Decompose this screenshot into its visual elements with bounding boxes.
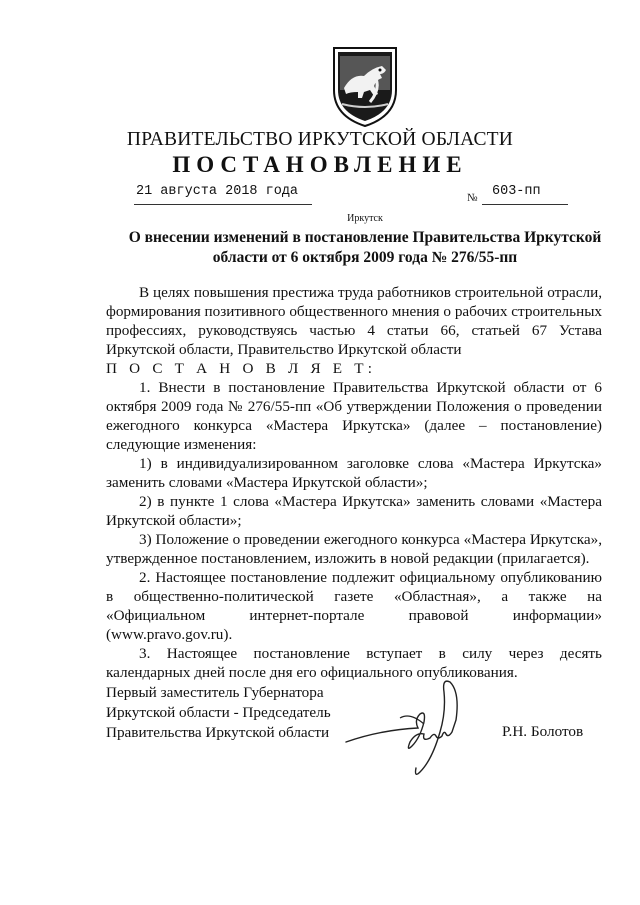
item-1-paragraph: 1. Внести в постановление Правительства Иркутской области от 6 октября 2009 года № 276/55-пп «Об утверждении Положения о проведении ежегодного конкурса «Мастера Иркутска» (далее – постановление) следующие изменения:	[106, 379, 602, 453]
item-1-1-paragraph: 1) в индивидуализированном заголовке слова «Мастера Иркутска» заменить словами «Мастера Иркутской области»;	[106, 455, 602, 491]
item-2-paragraph: 2. Настоящее постановление подлежит официальному опубликованию в общественно-политической газете «Областная», а также на «Официальном интернет-портале правовой информации» (www.pravo.gov.ru).	[106, 569, 602, 643]
document-date: 21 августа 2018 года	[136, 184, 299, 199]
signer-name: Р.Н. Болотов	[502, 723, 584, 740]
item-1-3-paragraph: 3) Положение о проведении ежегодного конкурса «Мастера Иркутска», утвержденное постановлением, изложить в новой редакции (прилагается).	[106, 531, 602, 567]
document-type-title: ПОСТАНОВЛЕНИЕ	[172, 152, 468, 177]
document-number: 603-пп	[492, 184, 541, 199]
number-sign: №	[467, 192, 478, 204]
subject-line-1: О внесении изменений в постановление Правительства Иркутской	[128, 229, 602, 246]
signer-position	[106, 683, 331, 743]
document-body	[106, 283, 602, 682]
preamble-paragraph: В целях повышения престижа труда работников строительной отрасли, формирования позитивного общественного мнения о рабочих строительных профессиях, руководствуясь частью 4 статьи 66, статьей 67 Устава Иркутской области, Правительство Иркутской области	[106, 284, 602, 358]
irkutsk-coat-of-arms-icon	[330, 44, 400, 128]
date-field	[134, 184, 312, 205]
decree-word: П О С Т А Н О В Л Я Е Т:	[106, 360, 377, 377]
document-subject	[110, 228, 620, 268]
number-field	[482, 184, 568, 205]
city-label: Иркутск	[347, 213, 383, 224]
position-line-3: Правительства Иркутской области	[106, 724, 330, 741]
item-3-paragraph: 3. Настоящее постановление вступает в силу через десять календарных дней после дня его официального опубликования.	[106, 645, 602, 681]
item-1-2-paragraph: 2) в пункте 1 слова «Мастера Иркутска» заменить словами «Мастера Иркутской области»;	[106, 493, 602, 529]
handwritten-signature-icon	[340, 672, 470, 782]
government-title: ПРАВИТЕЛЬСТВО ИРКУТСКОЙ ОБЛАСТИ	[126, 129, 514, 150]
position-line-2: Иркутской области - Председатель	[106, 704, 331, 721]
position-line-1: Первый заместитель Губернатора	[106, 684, 324, 701]
subject-line-2: области от 6 октября 2009 года № 276/55-пп	[212, 249, 518, 266]
